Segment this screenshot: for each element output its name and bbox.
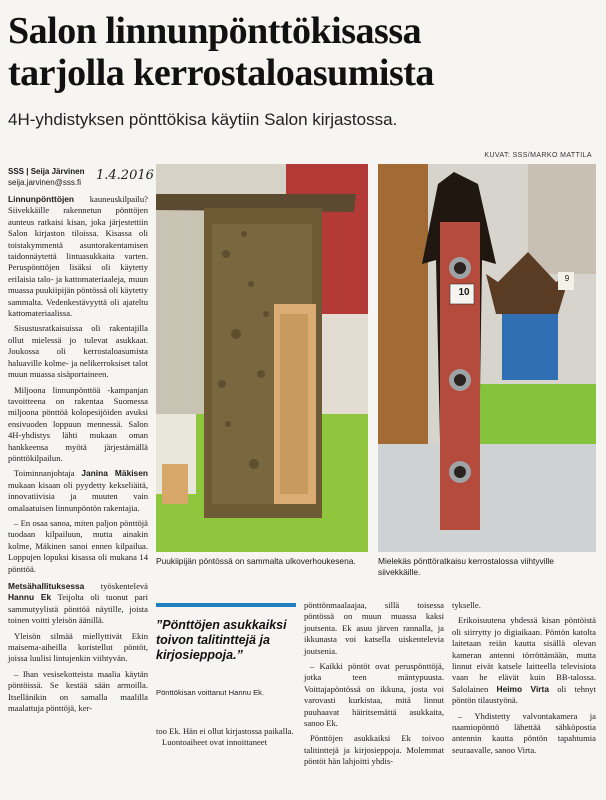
pull-quote: ”Pönttöjen asukkaiksi toivon talitinttejä ja kirjosieppoja.” — [156, 618, 287, 662]
paragraph: – En osaa sanoa, miten paljon pönttöjä tuodaan kilpailuun, mutta ainakin kolme, Mäkinen sanoi ennen kilpailua. Loppujen lopuksi kisassa oli mukana 14 pönttöä. — [8, 517, 148, 574]
paragraph-text: oli tehnyt pöntön tilaustyönä. — [452, 683, 596, 706]
paragraph: Miljoona linnunpönttöä -kampanjan tavoitteena on rakentaa Suomessa miljoona pönttöä kolopesijöiden avuksi ensivuoden loppuun mennessä. Salon 4H-yhdistys lähti mukaan oman hankkeensa myötä järjestämällä pönttökilpailun. — [8, 384, 148, 463]
number-sign-9: 9 — [564, 274, 570, 283]
article-column-2 — [156, 726, 296, 749]
person-name: Janina Mäkisen — [81, 468, 148, 479]
paragraph — [452, 615, 596, 706]
tall-birdhouse-image — [378, 164, 596, 552]
moss-birdhouse-image — [156, 164, 368, 552]
caption-right: Mielekäs pönttöratkaisu kerrostalossa viihtyville siivekkäille. — [378, 556, 554, 577]
paragraph: Luontoaiheet ovat innoittaneet — [162, 737, 268, 748]
article-column-4 — [452, 600, 596, 760]
headline-line-2: tarjolla kerrostaloasumista — [8, 52, 434, 94]
paragraph: Pönttöjen asukkaiksi Ek toivoo talitinttejä ja kirjosieppoja. Molemmat pöntöt hän lahjoitti yhdis- — [304, 733, 444, 767]
paragraph-text: Erikoisuutena yhdessä kisan pöntöistä oli siirrytty jo digiaikaan. Pöntön katolta laitetaan reiän kautta sisällä olevan kameran antenni törröttämään, mutta linnut eivät katsele laitteella televisiota vaan he elävät kuin BB-talossa. Salolainen — [452, 615, 596, 694]
paragraph: too Ek. Hän ei ollut kirjastossa paikalla. — [156, 726, 294, 736]
byline-email: seija.jarvinen@sss.fi — [8, 178, 82, 187]
photo-moss-birdhouse — [156, 164, 368, 552]
paragraph: – Ihan vesisekotteista maalia käytän pöntöissä. Se kestää sään armoilla. Itsellänikin on samalla maalilla maalattuja pönttöjä, ker- — [8, 668, 148, 714]
paragraph — [8, 468, 148, 514]
person-name: Hannu Ek — [8, 592, 52, 603]
paragraph: tykselle. — [452, 600, 481, 610]
caption-left: Puukiipijän pöntössä on sammalta ulkoverhoukesena. — [156, 556, 356, 566]
number-sign-10: 10 — [458, 287, 470, 298]
byline-author: SSS | Seija Järvinen — [8, 167, 85, 176]
paragraph: – Kaikki pöntöt ovat peruspönttöjä, jotka teen mäntypuusta. Voittajapöntössä on ikkuna, josta voi varovasti kurkistaa, mitä linnut puuhaavat häiritsemättä asukkaita, sanoo Ek. — [304, 661, 444, 729]
headline — [8, 10, 598, 94]
lead-word: Linnunpönttöjen — [8, 194, 75, 204]
pull-quote-attribution: Pönttökisan voittanut Hannu Ek. — [156, 688, 265, 697]
paragraph-text: työskentelevä — [84, 581, 148, 591]
paragraph: pönttönmaalaajaa, sillä toisessa pöntössä on muun muassa kaksi joutsenta. Ek asuu järven rannalla, ja ikkunasta voi katsella uiskentelevia joutsenia. — [304, 600, 444, 656]
photo-credit: KUVAT: SSS/MARKO MATTILA — [484, 152, 592, 159]
paragraph — [8, 194, 148, 319]
paragraph: – Yhdistetty valvontakamera ja naamiopönttö lähettää sähköpostia antennin kautta pöntön tapahtumia seuraavalle, sanoo Virta. — [452, 710, 596, 755]
subheadline: 4H-yhdistyksen pönttökisa käytiin Salon kirjastossa. — [8, 110, 398, 129]
paragraph: Sisustusratkaisuissa oli rakentajilla ollut mielessä jo tulevat asukkaat. Joukossa oli kerrostaloasumista haluaville kolme- ja nelikerroksiset talot muun muassa sisäportaineen. — [8, 323, 148, 380]
paragraph — [8, 581, 148, 627]
person-name: Heimo Virta — [496, 683, 549, 694]
handwritten-date: 1.4.2016 — [96, 168, 154, 183]
paragraph-text: mukaan kisaan oli pyydetty kekseliäitä, innovatiivisia ja muuten vain omalaatuisen linnunpöntön rakentajia. — [8, 479, 148, 513]
lead-word: Metsähallituksessa — [8, 581, 85, 591]
article-column-1 — [8, 194, 148, 718]
headline-line-1: Salon linnunpönttökisassa — [8, 10, 422, 52]
paragraph: Yleisön silmää miellyttivät Ekin maisema-aiheilla koristellut pöntöt, joissa luulisi lintujenkin viihtyvän. — [8, 630, 148, 664]
paragraph-text: Toiminnanjohtaja — [14, 468, 82, 479]
photo-tall-birdhouse — [378, 164, 596, 552]
paragraph-text: kauneuskilpailu? Siivekkäille rakennetun pönttöjen aunteus ratkaisi kisan, joka järjestettiin Salon kirjaston tiloissa. Kisassa oli toistakymmentä asuntorakentamisen taidonnäytettä lintuasukkaita varten. Peruspönttöjen lisäksi oli käytetty erilaisia talo- ja kattomateriaaleja, muun muassa puukiipijän pöntössä oli käytetty sammalta. Vedenkestävyyttä oli ajateltu kattomateriaalissa. — [8, 194, 148, 319]
article-column-3 — [304, 600, 444, 772]
paragraph-text: Teijolta oli tuonut pari sammutyylistä pönttöä näytille, joista toinen voitti yleisön äänillä. — [8, 592, 148, 626]
quote-accent-bar — [156, 603, 296, 607]
